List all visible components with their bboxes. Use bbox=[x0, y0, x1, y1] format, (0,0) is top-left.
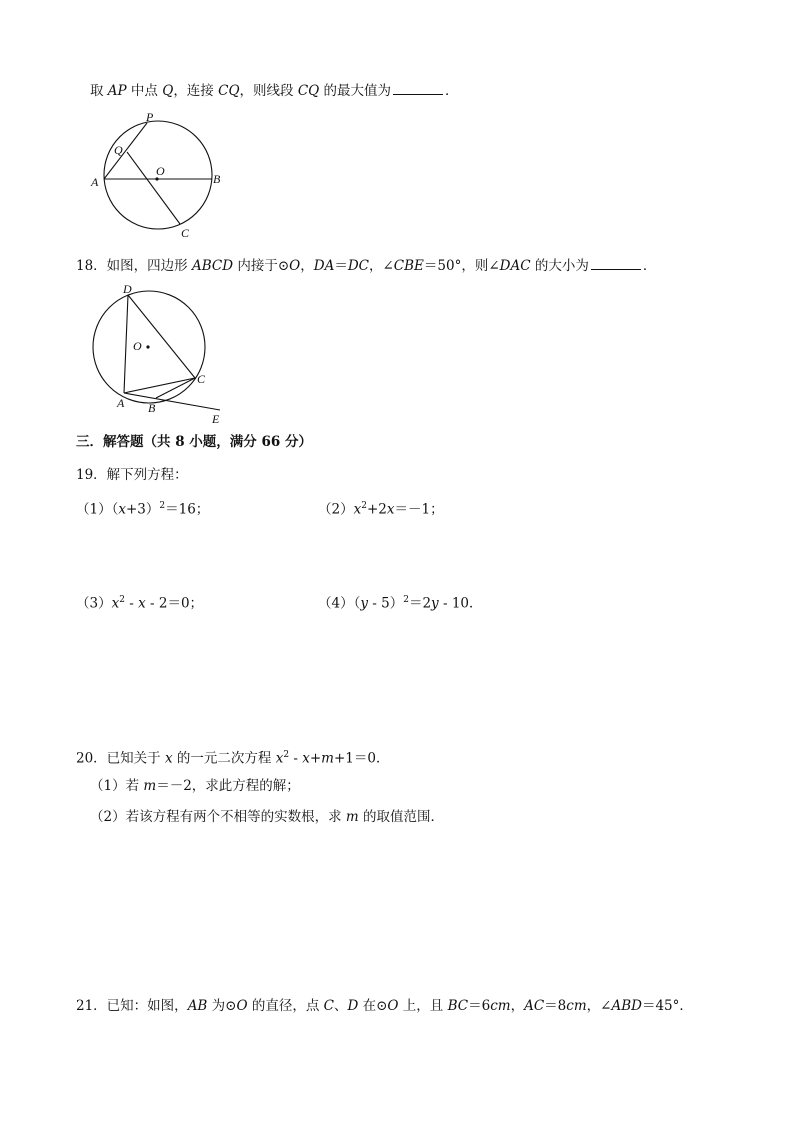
text: - 10． bbox=[438, 595, 483, 612]
text: （3） bbox=[76, 595, 112, 612]
text: （4）（ bbox=[318, 595, 361, 612]
text: ， bbox=[510, 998, 525, 1014]
label-d: D bbox=[123, 282, 132, 296]
text: 、 bbox=[333, 998, 348, 1014]
text: ＝－1； bbox=[394, 501, 444, 518]
var-c: C bbox=[323, 998, 334, 1014]
center-point bbox=[146, 345, 149, 348]
label-c: C bbox=[197, 372, 206, 386]
var-m: m bbox=[143, 778, 157, 794]
text: ＝－2，求此方程的解； bbox=[156, 778, 300, 794]
var-m: m bbox=[345, 809, 359, 825]
text: ，则线段 bbox=[239, 83, 298, 99]
var-x: x bbox=[138, 595, 146, 612]
var-dac: DAC bbox=[499, 258, 531, 274]
var-x: x bbox=[353, 501, 362, 518]
text: ＝ bbox=[334, 258, 348, 274]
text: ＝6 bbox=[468, 998, 491, 1014]
var-dc: DC bbox=[347, 258, 369, 274]
segment-qc bbox=[127, 152, 180, 224]
text: ，连接 bbox=[173, 83, 219, 99]
section-title: 三．解答题（共 8 小题，满分 66 分） bbox=[76, 434, 312, 450]
var-x: x bbox=[386, 501, 395, 518]
text: ． bbox=[642, 258, 657, 274]
q21-text bbox=[76, 996, 693, 1016]
var-bc: BC bbox=[447, 998, 469, 1014]
q19-part3 bbox=[76, 590, 203, 614]
var-da: DA bbox=[313, 258, 335, 274]
text: - bbox=[289, 750, 303, 767]
text: ＝50°，则∠ bbox=[423, 258, 500, 274]
label-b: B bbox=[213, 172, 221, 186]
label-p: P bbox=[146, 110, 154, 124]
text: 20．已知关于 bbox=[76, 750, 165, 767]
q19-part4 bbox=[318, 590, 483, 614]
unit-cm: cm bbox=[566, 998, 587, 1014]
text: - 5） bbox=[367, 595, 404, 612]
text: ＝8 bbox=[544, 998, 567, 1014]
text: （1）（ bbox=[76, 501, 119, 518]
text: ，∠ bbox=[586, 998, 612, 1014]
var-ab: AB bbox=[187, 998, 208, 1014]
text: 内接于⊙ bbox=[233, 258, 290, 274]
text: ＝16； bbox=[165, 501, 210, 518]
label-a: A bbox=[91, 175, 99, 189]
text: ，∠ bbox=[368, 258, 394, 274]
text: - bbox=[124, 595, 139, 612]
var-x: x bbox=[164, 750, 173, 767]
text: 中点 bbox=[126, 83, 163, 99]
q19-part1 bbox=[76, 496, 209, 520]
q17-figure bbox=[85, 108, 235, 243]
text: +1＝0． bbox=[333, 750, 390, 767]
q20-title bbox=[76, 745, 389, 769]
var-o: O bbox=[236, 998, 248, 1014]
var-cq: CQ bbox=[218, 83, 240, 99]
text: 的最大值为 bbox=[319, 83, 392, 99]
text: ＝2 bbox=[408, 595, 432, 612]
var-y: y bbox=[431, 595, 439, 612]
text: +3） bbox=[125, 501, 160, 518]
label-q: Q bbox=[114, 143, 123, 157]
var-o: O bbox=[387, 998, 399, 1014]
label-a: A bbox=[117, 396, 125, 410]
q20-part2 bbox=[90, 807, 444, 827]
text: 18．如图，四边形 bbox=[76, 258, 192, 274]
text: 的取值范围． bbox=[358, 809, 444, 825]
q20-part1 bbox=[90, 776, 300, 796]
var-m: m bbox=[321, 750, 334, 767]
label-e: E bbox=[212, 412, 220, 426]
text: +2 bbox=[366, 501, 387, 518]
var-d: D bbox=[347, 998, 359, 1014]
text: ＝45°． bbox=[641, 998, 693, 1014]
q17-text bbox=[90, 80, 459, 101]
exponent: 2 bbox=[403, 595, 409, 605]
var-x: x bbox=[302, 750, 310, 767]
text: ， bbox=[300, 258, 314, 274]
q18-text bbox=[76, 255, 656, 276]
var-y: y bbox=[360, 595, 368, 612]
label-b: B bbox=[148, 401, 156, 415]
text: （2）若该方程有两个不相等的实数根，求 bbox=[90, 809, 346, 825]
text: （1）若 bbox=[90, 778, 144, 794]
var-ap: AP bbox=[107, 83, 127, 99]
exponent: 2 bbox=[119, 595, 125, 605]
var-cq: CQ bbox=[297, 83, 320, 99]
label-o: O bbox=[156, 164, 165, 178]
answer-blank[interactable] bbox=[591, 255, 641, 270]
text: 21．已知：如图， bbox=[76, 998, 188, 1014]
side-da bbox=[124, 295, 128, 393]
var-cbe: CBE bbox=[393, 258, 424, 274]
var-x: x bbox=[118, 501, 126, 518]
text: 取 bbox=[90, 83, 108, 99]
text: - 2＝0； bbox=[145, 595, 204, 612]
text: 的直径，点 bbox=[247, 998, 324, 1014]
var-x: x bbox=[275, 750, 284, 767]
answer-blank[interactable] bbox=[393, 80, 443, 95]
text: ． bbox=[445, 83, 459, 99]
var-x: x bbox=[111, 595, 120, 612]
var-o: O bbox=[289, 258, 301, 274]
exponent: 2 bbox=[159, 501, 166, 511]
text: 上，且 bbox=[398, 998, 448, 1014]
text: 为⊙ bbox=[207, 998, 237, 1014]
text: （2） bbox=[318, 501, 354, 518]
unit-cm: cm bbox=[490, 998, 511, 1014]
q19-part2 bbox=[318, 496, 444, 520]
text: 在⊙ bbox=[358, 998, 388, 1014]
exponent: 2 bbox=[283, 750, 290, 760]
label-c: C bbox=[181, 226, 190, 240]
text: 的大小为 bbox=[530, 258, 589, 274]
q18-figure bbox=[88, 280, 238, 428]
text: + bbox=[309, 750, 322, 767]
var-abcd: ABCD bbox=[191, 258, 234, 274]
label-o: O bbox=[133, 339, 142, 353]
var-q: Q bbox=[162, 83, 174, 99]
side-dc bbox=[128, 295, 195, 378]
text: 的一元二次方程 bbox=[172, 750, 276, 767]
var-abd: ABD bbox=[611, 998, 642, 1014]
q19-title: 19．解下列方程： bbox=[76, 467, 188, 483]
side-bc bbox=[156, 378, 195, 398]
exponent: 2 bbox=[361, 501, 367, 511]
var-ac: AC bbox=[524, 998, 545, 1014]
